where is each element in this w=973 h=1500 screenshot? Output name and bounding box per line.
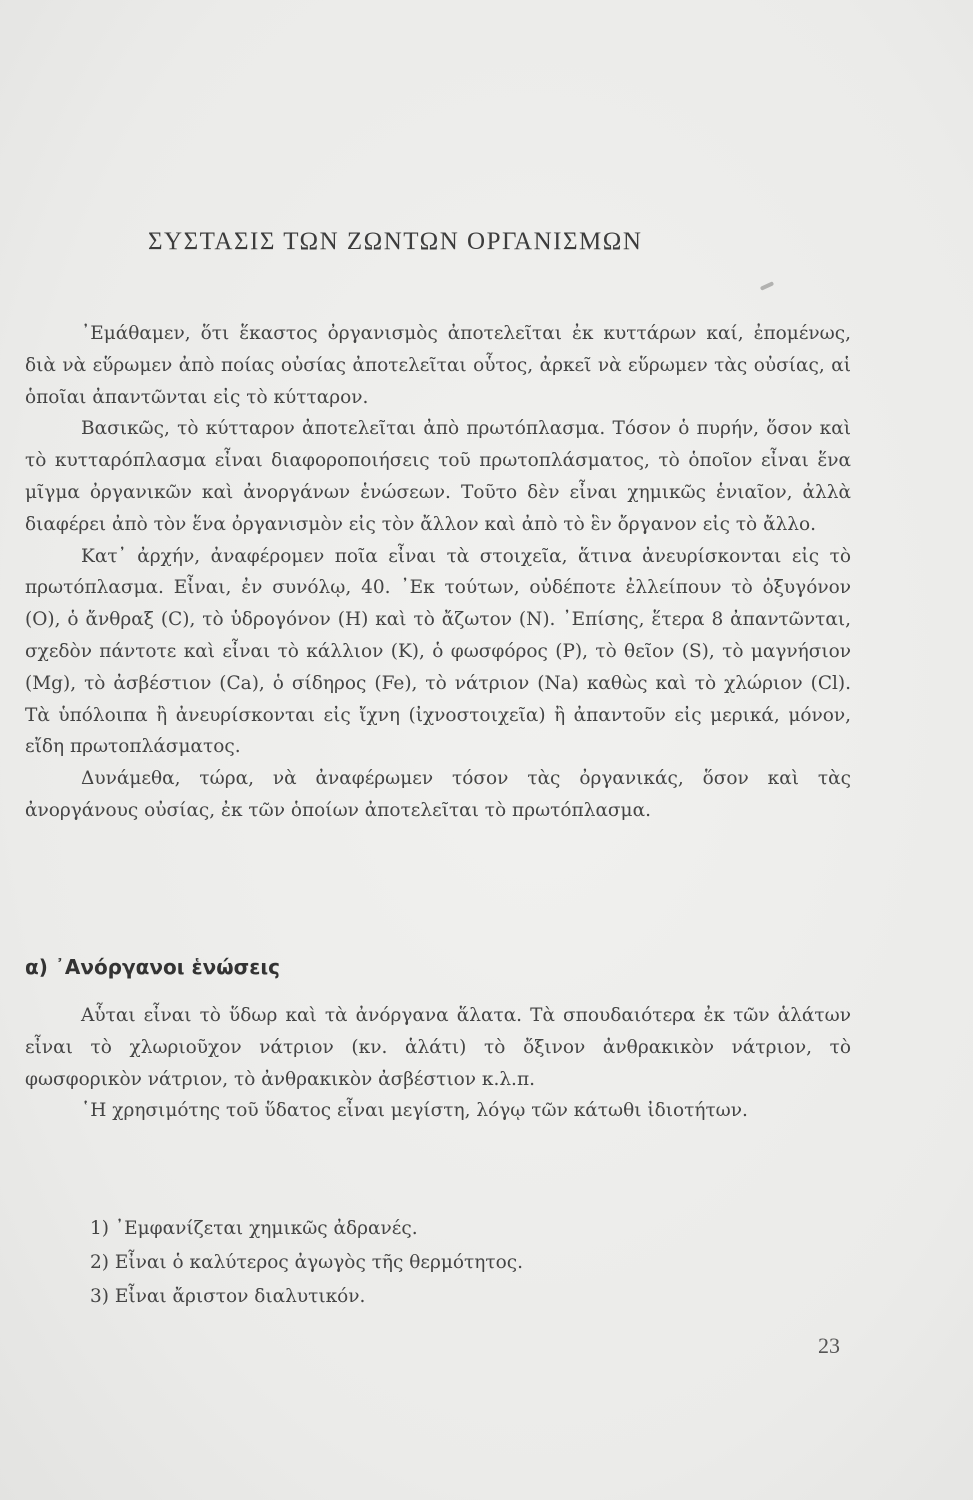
section-heading: α) ᾿Ανόργανοι ἑνώσεις — [25, 955, 280, 979]
page-title: ΣΥΣΤΑΣΙΣ ΤΩΝ ΖΩΝΤΩΝ ΟΡΓΑΝΙΣΜΩΝ — [148, 228, 643, 255]
page-number: 23 — [818, 1333, 840, 1358]
paragraph: Δυνάμεθα, τώρα, νὰ ἀναφέρωμεν τόσον τὰς ὀργανικάς, ὅσον καὶ τὰς ἀνοργάνους οὐσίας, ἐκ τῶν ὁποίων ἀποτελεῖται τὸ πρωτόπλασμα. — [25, 768, 851, 821]
paragraph: ῾Η χρησιμότης τοῦ ὕδατος εἶναι μεγίστη, λόγῳ τῶν κάτωθι ἰδιοτήτων. — [81, 1100, 748, 1122]
section-text — [25, 1000, 851, 1127]
paragraph: Κατ᾿ ἀρχήν, ἀναφέρομεν ποῖα εἶναι τὰ στοιχεῖα, ἅτινα ἀνευρίσκονται εἰς τὸ πρωτόπλασμα. Εἶναι, ἐν συνόλῳ, 40. ᾿Εκ τούτων, οὐδέποτε ἐλλείπουν τὸ ὀξυγόνον (O), ὁ ἄνθραξ (C), τὸ ὑδρογόνον (H) καὶ τὸ ἄζωτον (N). ᾿Επίσης, ἕτερα 8 ἀπαντῶνται, σχεδὸν πάντοτε καὶ εἶναι τὸ κάλλιον (K), ὁ φωσφόρος (P), τὸ θεῖον (S), τὸ μαγνήσιον (Mg), τὸ ἀσβέστιον (Ca), ὁ σίδηρος (Fe), τὸ νάτριον (Na) καθὼς καὶ τὸ χλώριον (Cl). Τὰ ὑπόλοιπα ἢ ἀνευρίσκονται εἰς ἴχνη (ἰχνοστοιχεῖα) ἢ ἀπαντοῦν εἰς μερικά, μόνον, εἴδη πρωτοπλάσματος. — [25, 545, 851, 758]
paragraph: ᾿Εμάθαμεν, ὅτι ἕκαστος ὀργανισμὸς ἀποτελεῖται ἐκ κυττάρων καί, ἐπομένως, διὰ νὰ εὕρωμεν ἀπὸ ποίας οὐσίας ἀποτελεῖται οὗτος, ἀρκεῖ νὰ εὕρωμεν τὰς οὐσίας, αἱ ὁποῖαι ἀπαντῶνται εἰς τὸ κύτταρον. — [25, 323, 851, 408]
intro-text — [25, 318, 851, 827]
ink-mark — [760, 281, 774, 291]
list-item: 1) ᾿Εμφανίζεται χημικῶς ἀδρανές. — [90, 1218, 418, 1239]
list-item: 3) Εἶναι ἄριστον διαλυτικόν. — [90, 1286, 366, 1307]
list-item: 2) Εἶναι ὁ καλύτερος ἀγωγὸς τῆς θερμότητος. — [90, 1252, 523, 1273]
properties-list — [90, 1212, 523, 1314]
paragraph: Αὗται εἶναι τὸ ὕδωρ καὶ τὰ ἀνόργανα ἅλατα. Τὰ σπουδαιότερα ἐκ τῶν ἁλάτων εἶναι τὸ χλωριοῦχον νάτριον (κν. ἁλάτι) τὸ ὄξινον ἀνθρακικὸν νάτριον, τὸ φωσφορικὸν νάτριον, τὸ ἀνθρακικὸν ἀσβέστιον κ.λ.π. — [25, 1005, 851, 1090]
paragraph: Βασικῶς, τὸ κύτταρον ἀποτελεῖται ἀπὸ πρωτόπλασμα. Τόσον ὁ πυρήν, ὅσον καὶ τὸ κυτταρόπλασμα εἶναι διαφοροποιήσεις τοῦ πρωτοπλάσματος, τὸ ὁποῖον εἶναι ἕνα μῖγμα ὀργανικῶν καὶ ἀνοργάνων ἑνώσεων. Τοῦτο δὲν εἶναι χημικῶς ἑνιαῖον, ἀλλὰ διαφέρει ἀπὸ τὸν ἕνα ὀργανισμὸν εἰς τὸν ἄλλον καὶ ἀπὸ τὸ ἓν ὄργανον εἰς τὸ ἄλλο. — [25, 418, 851, 535]
